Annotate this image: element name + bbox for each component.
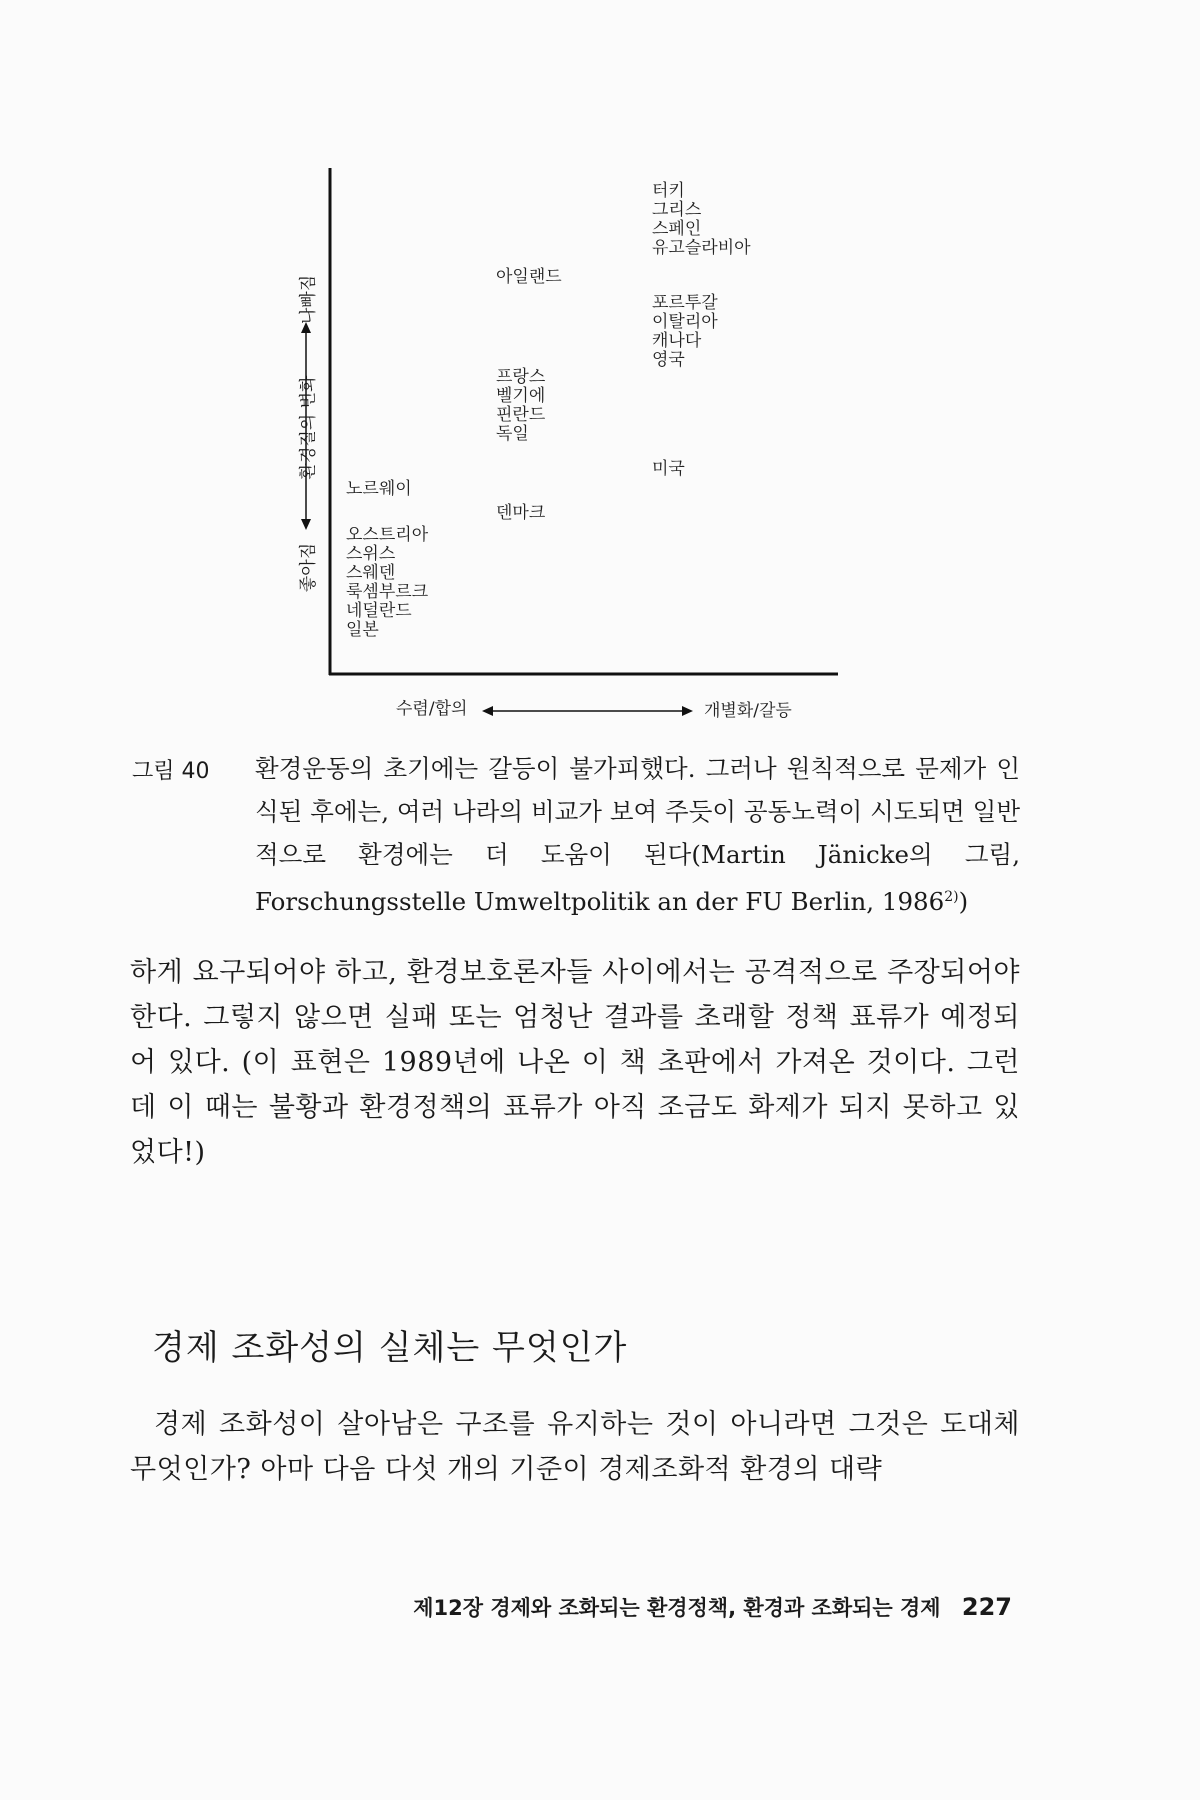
country-label: 독일 (496, 424, 529, 444)
body-paragraph: 하게 요구되어야 하고, 환경보호론자들 사이에서는 공격적으로 주장되어야 한다. 그렇지 않으면 실패 또는 엄청난 결과를 초래할 정책 표류가 예정되어 있다. (이 표현은 1989년에 나온 이 책 초판에서 가져온 것이다. 그런데 이 때는 불황과 환경정책의 표류가 아직 조금도 화제가 되지 못하고 있었다!) (130, 957, 1020, 1168)
caption-text: 환경운동의 초기에는 갈등이 불가피했다. 그러나 원칙적으로 문제가 인식된 후에는, 여러 나라의 비교가 보여 주듯이 공동노력이 시도되면 일반적으로 환경에는 더 도움이 된다(Martin Jänicke의 그림, Forschungsstelle Umweltpolitik an der FU Berlin, 1986 (255, 754, 1020, 917)
country-label: 룩셈부르크 (346, 582, 429, 602)
figure-caption (255, 747, 1020, 923)
page-number: 227 (961, 1593, 1012, 1621)
country-label: 스웨덴 (346, 563, 396, 583)
group-left-lower (346, 526, 428, 640)
country-label: 벨기에 (496, 386, 546, 406)
country-label: 노르웨이 (346, 479, 412, 499)
country-label: 영국 (652, 350, 685, 370)
country-label: 유고슬라비아 (652, 238, 751, 258)
group-low-center (496, 504, 545, 523)
caption-footnote: 2) (944, 889, 959, 905)
y-arrow-head-down (301, 519, 311, 530)
country-label: 캐나다 (652, 331, 702, 351)
chart-axes (0, 0, 1200, 760)
country-label: 스페인 (652, 219, 702, 239)
x-arrow-head-right (682, 706, 693, 716)
country-label: 일본 (346, 620, 379, 640)
country-label: 핀란드 (496, 405, 546, 425)
y-label-bottom: 좋아짐 (298, 542, 319, 593)
group-top-center (496, 268, 562, 287)
country-label: 스위스 (346, 544, 396, 564)
running-head: 제12장 경제와 조화되는 환경정책, 환경과 조화되는 경제 (413, 1596, 941, 1620)
group-low-right (652, 460, 685, 479)
country-label: 포르투갈 (652, 293, 718, 313)
country-label: 프랑스 (496, 367, 546, 387)
body-paragraph: 경제 조화성이 살아남은 구조를 유지하는 것이 아니라면 그것은 도대체 무엇인가? 아마 다음 다섯 개의 기준이 경제조화적 환경의 대략 (130, 1409, 1020, 1485)
group-mid-center (496, 368, 545, 444)
country-label: 그리스 (652, 200, 702, 220)
country-label: 덴마크 (496, 503, 546, 523)
group-left-upper (346, 480, 412, 499)
y-label-middle: 환경질의 변화 (298, 375, 319, 480)
country-label: 이탈리아 (652, 312, 718, 332)
country-label: 터키 (652, 181, 685, 201)
x-label-left: 수렴/합의 (396, 699, 468, 719)
country-label: 미국 (652, 459, 685, 479)
section-heading: 경제 조화성의 실체는 무엇인가 (152, 1328, 628, 1368)
y-label-top: 나빠짐 (298, 274, 319, 325)
country-label: 아일랜드 (496, 267, 562, 287)
country-label: 네덜란드 (346, 601, 412, 621)
x-label-right: 개별화/갈등 (704, 701, 792, 721)
group-mid-right (652, 294, 718, 370)
figure-number: 그림 40 (132, 759, 210, 784)
figure (0, 0, 1200, 760)
caption-close-paren: ) (958, 887, 969, 917)
group-top-right (652, 182, 751, 258)
country-label: 오스트리아 (346, 525, 429, 545)
x-arrow-head-left (482, 706, 493, 716)
running-footer (413, 1592, 1012, 1622)
